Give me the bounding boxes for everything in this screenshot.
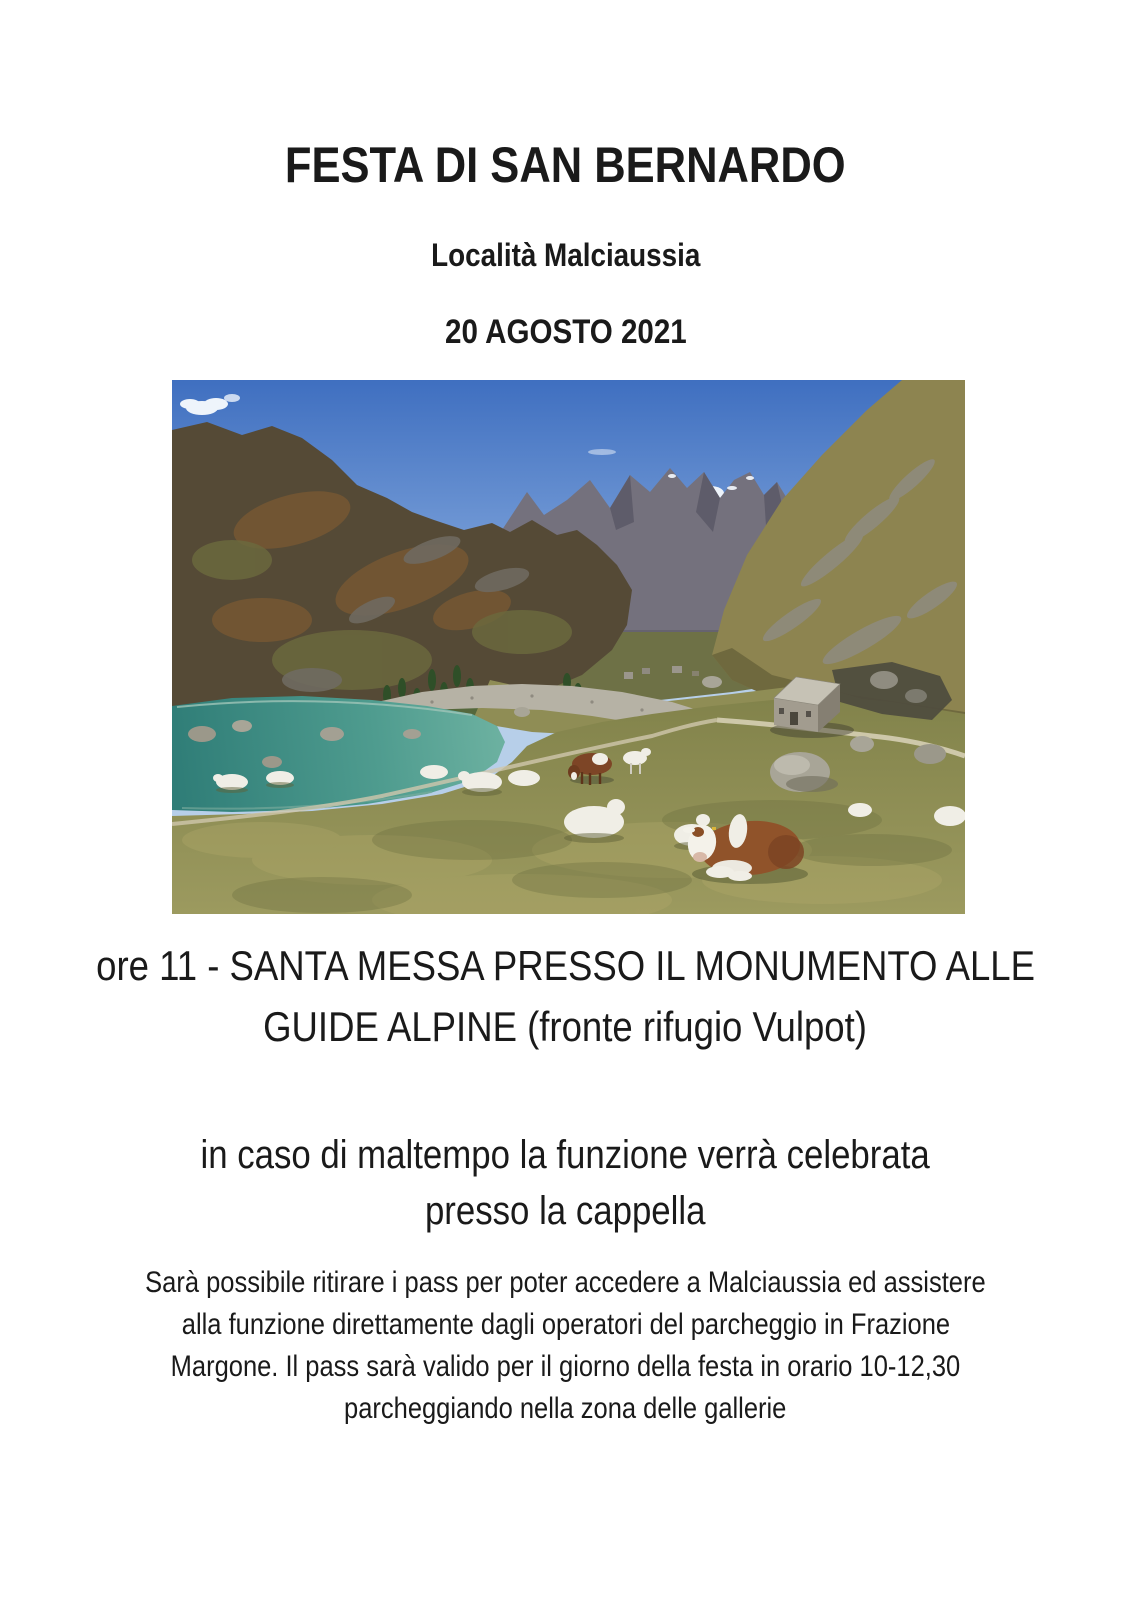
landscape-photo xyxy=(172,380,965,914)
weather-notice xyxy=(0,1127,1131,1239)
location-subtitle xyxy=(0,235,1131,275)
pass-info-line-1: Sarà possibile ritirare i pass per poter accedere a Malciaussia ed assistere xyxy=(145,1266,986,1299)
page-title-text: FESTA DI SAN BERNARDO xyxy=(285,137,846,193)
event-line-1: ore 11 - SANTA MESSA PRESSO IL MONUMENTO ALLE xyxy=(96,942,1035,989)
date-subtitle-text: 20 AGOSTO 2021 xyxy=(444,313,687,351)
pass-info-line-2: alla funzione direttamente dagli operatori del parcheggio in Frazione xyxy=(181,1308,950,1341)
location-subtitle-text: Località Malciaussia xyxy=(430,237,701,273)
pass-info-line-4: parcheggiando nella zona delle gallerie xyxy=(344,1392,787,1425)
event-line-2: GUIDE ALPINE (fronte rifugio Vulpot) xyxy=(263,1003,868,1050)
pass-info-line-3: Margone. Il pass sarà valido per il giorno della festa in orario 10-12,30 xyxy=(170,1350,961,1383)
weather-line-1: in caso di maltempo la funzione verrà celebrata xyxy=(200,1133,931,1177)
pass-info-paragraph xyxy=(0,1262,1131,1430)
page-title xyxy=(0,137,1131,193)
date-subtitle xyxy=(0,311,1131,353)
weather-line-2: presso la cappella xyxy=(425,1189,706,1233)
event-details xyxy=(0,935,1131,1057)
landscape-photo-svg xyxy=(172,380,965,914)
